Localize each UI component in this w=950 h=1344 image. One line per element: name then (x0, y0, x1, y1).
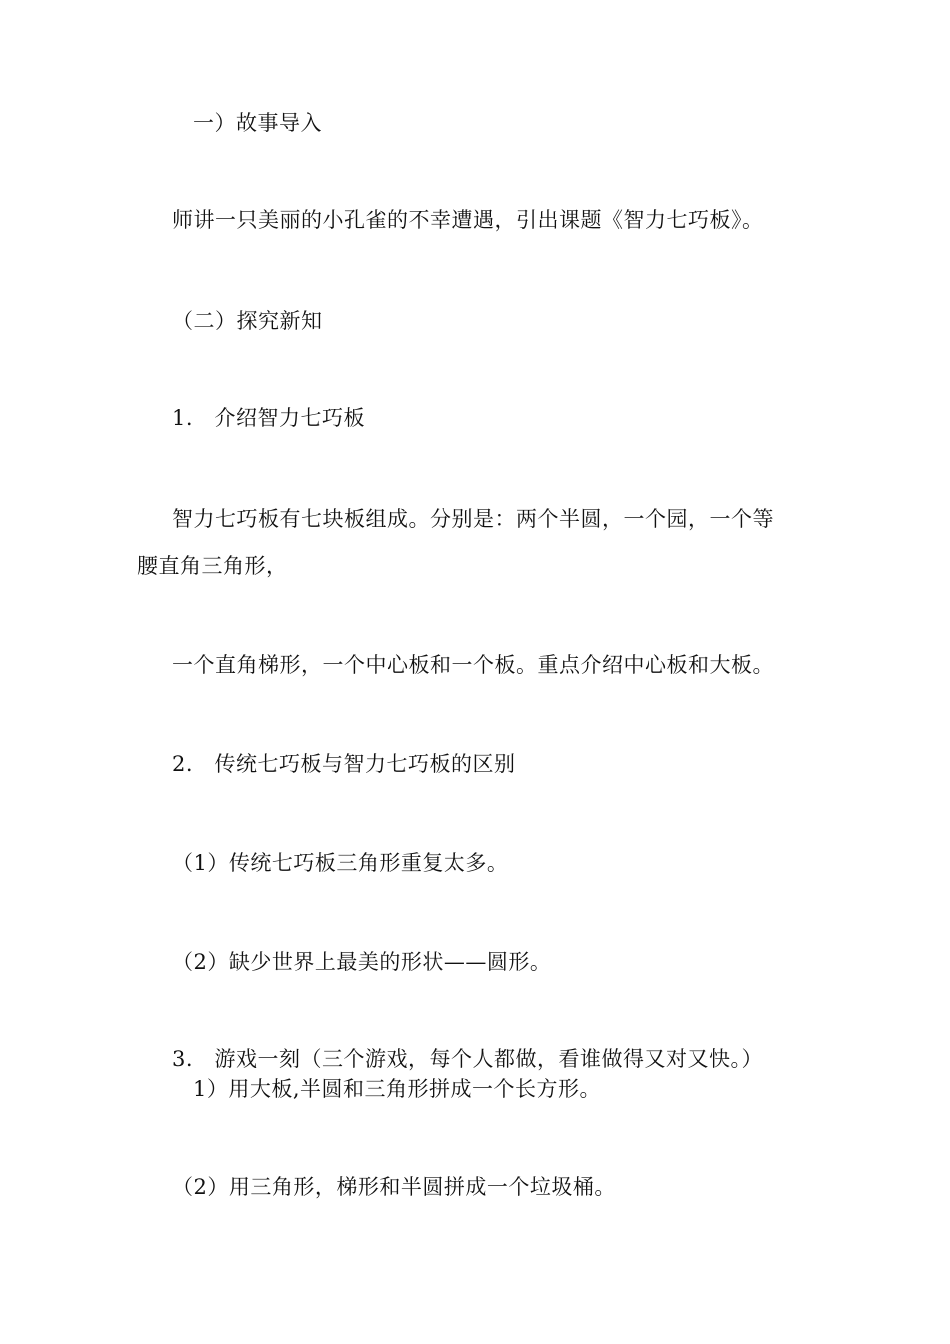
item-heading-2: 2. 传统七巧板与智力七巧板的区别 (172, 752, 516, 776)
paragraph-composition-line-3: 一个直角梯形，一个中心板和一个板。重点介绍中心板和大板。 (172, 653, 774, 677)
section-heading-explore: （二）探究新知 (172, 309, 323, 333)
paragraph-composition-line-1: 智力七巧板有七块板组成。分别是：两个半圆，一个园，一个等 (172, 507, 774, 531)
section-heading-story-intro: 一）故事导入 (193, 111, 322, 135)
paragraph-composition-line-2: 腰直角三角形， (137, 554, 288, 578)
difference-point-1: （1）传统七巧板三角形重复太多。 (172, 851, 509, 875)
item-heading-1: 1. 介绍智力七巧板 (172, 406, 366, 430)
game-point-2: （2）用三角形，梯形和半圆拼成一个垃圾桶。 (172, 1175, 616, 1199)
difference-point-2: （2）缺少世界上最美的形状——圆形。 (172, 950, 552, 974)
item-heading-3: 3. 游戏一刻（三个游戏，每个人都做，看谁做得又对又快。） (172, 1047, 764, 1071)
paragraph-story: 师讲一只美丽的小孔雀的不幸遭遇，引出课题《智力七巧板》。 (172, 208, 764, 232)
game-point-1: 1）用大板,半圆和三角形拼成一个长方形。 (193, 1077, 602, 1101)
